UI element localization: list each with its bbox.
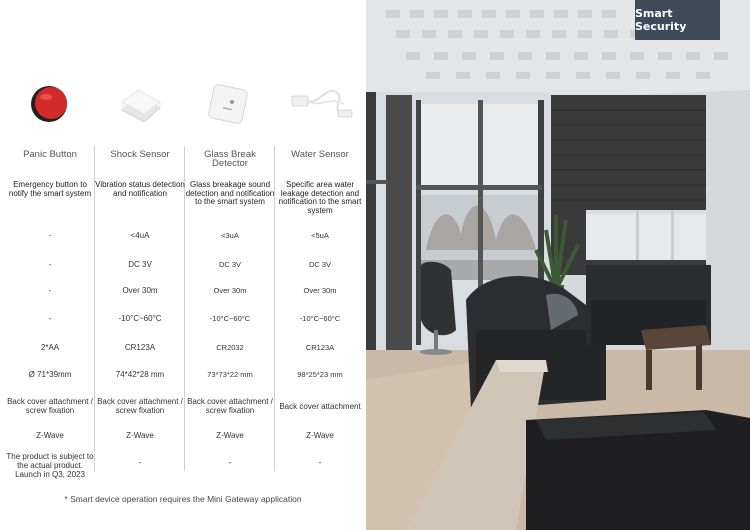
product-column-glass-break-detector xyxy=(185,0,275,480)
spec-cell: Back cover attachment xyxy=(279,402,361,411)
product-description: Glass breakage sound detection and notification to the smart system xyxy=(185,180,275,206)
spec-table-panel xyxy=(0,0,366,530)
spec-cell: DC 3V xyxy=(128,260,152,269)
product-description: Emergency button to notify the smart system xyxy=(8,180,92,198)
product-name: Shock Sensor xyxy=(110,149,170,160)
product-name: Water Sensor xyxy=(291,149,349,160)
product-column-shock-sensor xyxy=(95,0,185,480)
product-column-water-sensor xyxy=(275,0,365,480)
spec-cell: - xyxy=(48,260,52,269)
spec-cell: CR123A xyxy=(305,343,335,352)
spec-cell: 73*73*22 mm xyxy=(207,370,253,379)
spec-cell: - xyxy=(48,286,52,295)
product-column-panic-button xyxy=(5,0,95,480)
spec-cell: Over 30m xyxy=(122,286,158,295)
footnote: * Smart device operation requires the Mini Gateway application xyxy=(64,494,302,504)
spec-cell: Z-Wave xyxy=(306,431,334,440)
spec-cell: DC 3V xyxy=(308,260,332,269)
spec-cell: 98*25*23 mm xyxy=(297,370,343,379)
spec-cell: - xyxy=(138,458,142,467)
brand-badge: Smart Security xyxy=(635,0,720,40)
spec-cell: -10°C~60°C xyxy=(118,314,162,323)
spec-cell: 2*AA xyxy=(40,343,60,352)
spec-cell: Over 30m xyxy=(213,286,247,295)
spec-cell: - xyxy=(48,314,52,323)
product-description: Vibration status detection and notification xyxy=(95,180,185,198)
spec-cell: <3uA xyxy=(221,231,239,240)
spec-cell: Back cover attachment / screw fixation xyxy=(7,397,93,415)
product-name: Glass Break Detector xyxy=(204,149,256,169)
product-name: Panic Button xyxy=(23,149,77,160)
spec-cell: Z-Wave xyxy=(216,431,244,440)
spec-cell: Ø 71*39mm xyxy=(28,370,72,379)
spec-cell: -10°C~60°C xyxy=(299,314,341,323)
spec-cell: - xyxy=(228,458,232,467)
spec-cell: <5uA xyxy=(311,231,329,240)
spec-cell: Z-Wave xyxy=(36,431,64,440)
spec-cell: The product is subject to the actual product. Launch in Q3, 2023 xyxy=(6,452,94,479)
living-room-photo xyxy=(366,0,750,530)
spec-cell: Over 30m xyxy=(303,286,337,295)
spec-cell: Back cover attachment / screw fixation xyxy=(97,397,183,415)
spec-cell: - xyxy=(318,458,322,467)
spec-cell: <4uA xyxy=(130,231,150,240)
spec-cell: CR123A xyxy=(124,343,156,352)
spec-cell: Back cover attachment / screw fixation xyxy=(187,397,273,415)
spec-cell: DC 3V xyxy=(218,260,242,269)
spec-cell: 74*42*28 mm xyxy=(115,370,165,379)
product-description: Specific area water leakage detection and notification to the smart system xyxy=(278,180,362,215)
spec-cell: CR2032 xyxy=(216,343,244,352)
spec-cell: Z-Wave xyxy=(126,431,154,440)
spec-cell: -10°C~60°C xyxy=(209,314,251,323)
spec-cell: - xyxy=(48,231,52,240)
